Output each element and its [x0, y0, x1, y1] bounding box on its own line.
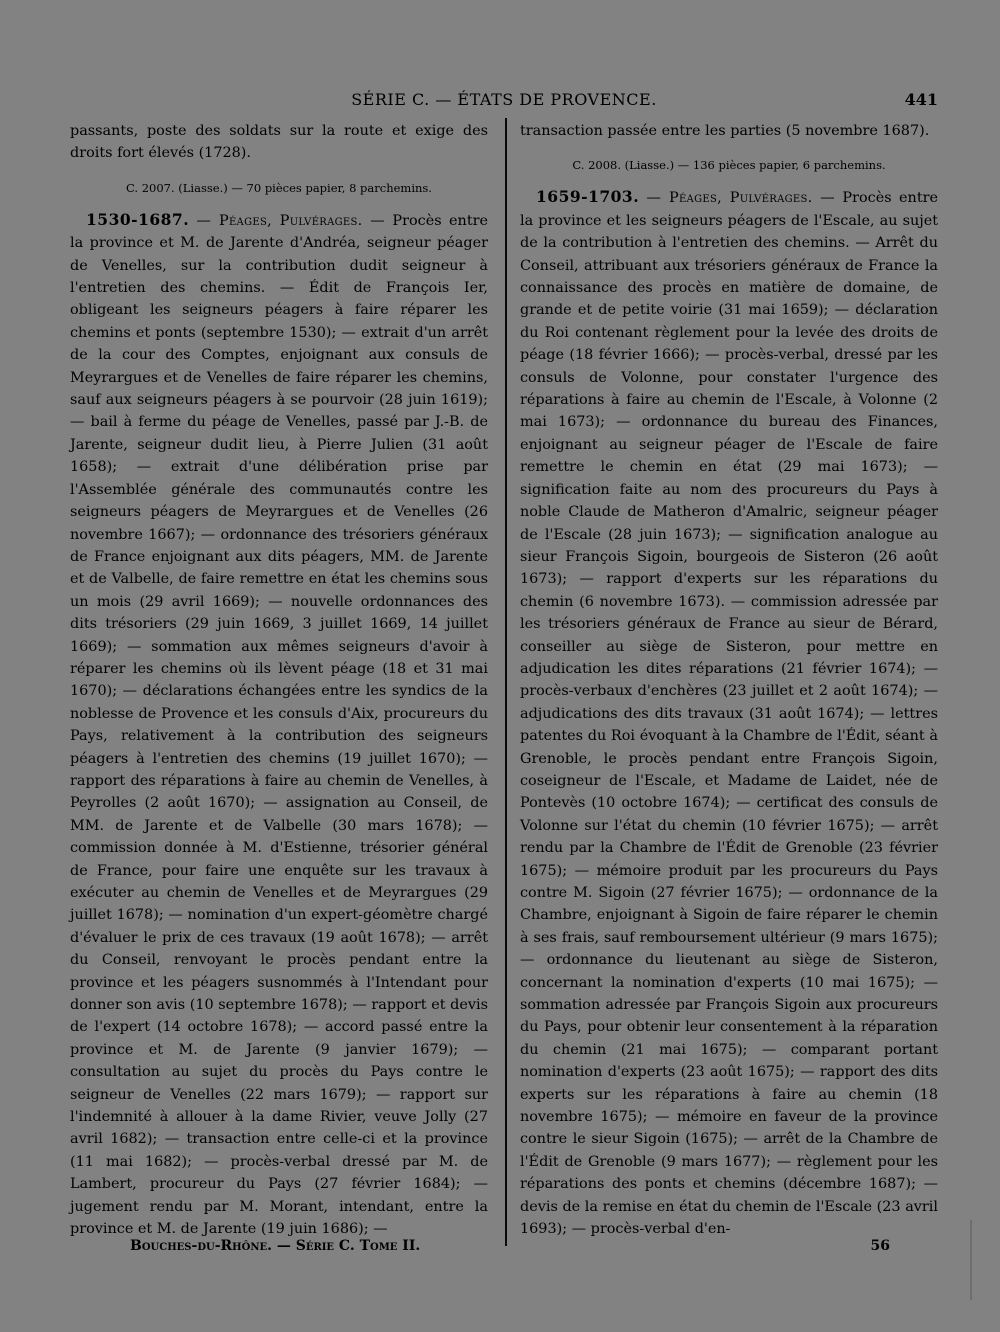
right-column: [520, 120, 938, 1241]
running-title: SÉRIE C. — ÉTATS DE PROVENCE.: [351, 90, 657, 109]
entry-dates: 1530-1687.: [86, 209, 190, 229]
liasse-heading: C. 2007. (Liasse.) — 70 pièces papier, 8 parchemins.: [126, 180, 432, 195]
footer-series: Bouches-du-Rhône. — Série C. Tome II.: [130, 1238, 421, 1254]
entry-paragraph: [520, 186, 938, 1240]
entry-heading: — Péages, Pulvérages. —: [646, 190, 835, 207]
scan-edge-mark: [970, 1220, 972, 1300]
entry-dates: 1659-1703.: [536, 187, 640, 207]
continued-paragraph: passants, poste des soldats sur la route et exige des droits fort élevés (1728).: [70, 123, 488, 162]
continued-paragraph: transaction passée entre les parties (5 novembre 1687).: [520, 123, 930, 139]
column-divider: [505, 118, 507, 1246]
page-number: 441: [904, 90, 938, 109]
entry-heading: — Péages, Pulvérages. —: [196, 212, 385, 229]
entry-paragraph: [70, 209, 488, 1241]
left-column: [70, 120, 488, 1241]
page-header: [70, 90, 938, 114]
entry-text: Procès entre la province et les seigneurs péagers de l'Escale, au sujet de la contribution à l'entretien des chemins. — Arrêt du Conseil, attribuant aux trésoriers généraux de France la connaissance des procès en matière de domaine, de grande et de petite voirie (31 mai 1659); — déclaration du Roi contenant règlement pour la levée des droits de péage (18 février 1666); — procès-verbal, dressé par les consuls de Volonne, pour constater l'urgence des réparations à faire au chemin de l'Escale, à Volonne (2 mai 1673); — ordonnance du bureau des Finances, enjoignant au seigneur péager de l'Escale de faire remettre le chemin en état (29 mai 1673); — signification faite au nom des procureurs du Pays à noble Claude de Matheron d'Amalric, seigneur péager de l'Escale (28 juin 1673); — signification analogue au sieur François Sigoin, bourgeois de Sisteron (26 août 1673); — rapport d'experts sur les réparations du chemin (6 novembre 1673). — commission adressée par les trésoriers généraux de France au sieur de Bérard, conseiller au siège de Sisteron, pour mettre en adjudication les dites réparations (21 février 1674); — procès-verbaux d'enchères (23 juillet et 2 août 1674); — adjudications des dits travaux (31 août 1674); — lettres patentes du Roi évoquant à la Chambre de l'Édit, séant à Grenoble, le procès pendant entre François Sigoin, coseigneur de l'Escale, et Madame de Laidet, née de Pontevès (10 octobre 1674); — certificat des consuls de Volonne sur l'état du chemin (10 février 1675); — arrêt rendu par la Chambre de l'Édit de Grenoble (23 février 1675); — mémoire produit par les procureurs du Pays contre M. Sigoin (27 février 1675); — ordonnance de la Chambre, enjoignant à Sigoin de faire réparer le chemin à ses frais, sauf remboursement ultérieur (9 mars 1675); — ordonnance du lieutenant au siège de Sisteron, concernant la nomination d'experts (10 mai 1675); — sommation adressée par François Sigoin aux procureurs du Pays, pour obtenir leur consentement à la réparation du chemin (21 mai 1675); — comparant portant nomination d'experts (23 août 1675); — rapport des dits experts sur les réparations à faire au chemin (18 novembre 1675); — mémoire en faveur de la province contre le sieur Sigoin (1675); — arrêt de la Chambre de l'Édit de Grenoble (9 mars 1677); — règlement pour les réparations des ponts et chemins (décembre 1687); — devis de la remise en état du chemin de l'Escale (23 avril 1693); — procès-verbal d'en-: [520, 190, 939, 1238]
footer-sheet-number: 56: [870, 1238, 890, 1254]
liasse-heading: C. 2008. (Liasse.) — 136 pièces papier, 6 parchemins.: [572, 158, 886, 173]
entry-text: Procès entre la province et M. de Jarente d'Andréa, seigneur péager de Venelles, sur la contribution dudit seigneur à l'entretien des chemins. — Édit de François Ier, obligeant les seigneurs péagers à faire réparer les chemins et ponts (septembre 1530); — extrait d'un arrêt de la cour des Comptes, enjoignant aux consuls de Meyrargues et de Venelles de faire réparer les chemins, sauf aux seigneurs péagers à se pourvoir (28 juin 1619); — bail à ferme du péage de Venelles, passé par J.-B. de Jarente, seigneur dudit lieu, à Pierre Julien (31 août 1658); — extrait d'une délibération prise par l'Assemblée générale des communautés contre les seigneurs péagers de Meyrargues et de Venelles (26 novembre 1667); — ordonnance des trésoriers généraux de France enjoignant aux dits péagers, MM. de Jarente et de Valbelle, de faire remettre en état les chemins sous un mois (29 avril 1669); — nouvelle ordonnances des dits trésoriers (29 juin 1669, 3 juillet 1669, 14 juillet 1669); — sommation aux mêmes seigneurs d'avoir à réparer les chemins où ils lèvent péage (18 et 31 mai 1670); — déclarations échangées entre les syndics de la noblesse de Provence et les consuls d'Aix, procureurs du Pays, relativement à la contribution des seigneurs péagers à l'entretien des chemins (19 juillet 1670); — rapport des réparations à faire au chemin de Venelles, à Peyrolles (2 août 1670); — assignation au Conseil, de MM. de Jarente et de Valbelle (30 mars 1678); — commission donnée à M. d'Estienne, trésorier général de France, pour faire une enquête sur les travaux à exécuter au chemin de Venelles et de Meyrargues (29 juillet 1678); — nomination d'un expert-géomètre chargé d'évaluer le prix de ces travaux (19 août 1678); — arrêt du Conseil, renvoyant le procès pendant entre la province et les péagers susnommés à l'Intendant pour donner son avis (10 septembre 1678); — rapport et devis de l'expert (14 octobre 1678); — accord passé entre la province et M. de Jarente (9 janvier 1679); — consultation au sujet du procès du Pays contre le seigneur de Venelles (22 mars 1679); — rapport sur l'indemnité à allouer à la dame Rivier, veuve Jolly (27 avril 1682); — transaction entre celle-ci et la province (11 mai 1682); — procès-verbal dressé par M. de Lambert, procureur du Pays (27 février 1684); — jugement rendu par M. Morant, intendant, entre la province et M. de Jarente (19 juin 1686); —: [70, 212, 489, 1238]
page-footer: [130, 1238, 890, 1260]
